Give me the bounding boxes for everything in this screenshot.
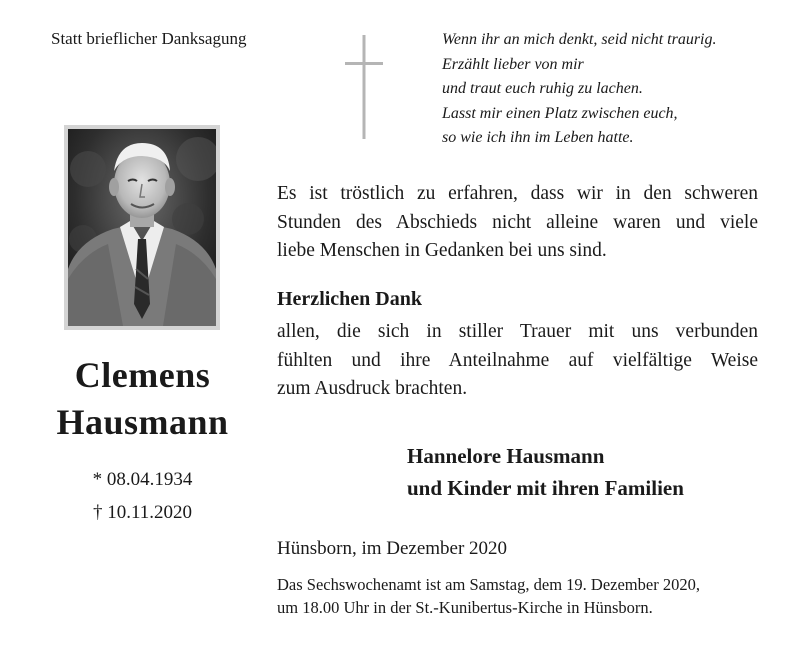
thanks-line: fühlten und ihre Anteilnahme auf vielfältige Weise: [277, 349, 758, 371]
place-date: Hünsborn, im Dezember 2020: [277, 538, 508, 559]
poem-line: Lasst mir einen Platz zwischen euch,: [442, 104, 678, 122]
deceased-name: [40, 352, 245, 446]
signature-line-2: und Kinder mit ihren Familien: [407, 476, 684, 500]
poem: [442, 28, 717, 151]
service-notice: [277, 573, 758, 619]
poem-line: Erzählt lieber von mir: [442, 55, 584, 73]
poem-line: so wie ich ihn im Leben hatte.: [442, 129, 634, 146]
portrait-image: [68, 129, 216, 326]
birth-date: * 08.04.1934: [92, 469, 193, 490]
death-date: † 10.11.2020: [92, 502, 193, 523]
family-signature: [407, 440, 684, 504]
thanks-paragraph: [277, 318, 758, 404]
poem-line: und traut euch ruhig zu lachen.: [442, 80, 643, 97]
thanks-line: allen, die sich in stiller Trauer mit uns verbunden: [277, 321, 758, 342]
notice-line-1: Das Sechswochenamt ist am Samstag, dem 19. Dezember 2020,: [277, 575, 700, 594]
portrait-photo: [64, 125, 220, 330]
intro-line: liebe Menschen in Gedanken bei uns sind.: [277, 240, 607, 261]
notice-line-2: um 18.00 Uhr in der St.-Kunibertus-Kirche in Hünsborn.: [277, 598, 653, 617]
thanks-heading: Herzlichen Dank: [277, 288, 422, 310]
intro-paragraph: [277, 180, 758, 266]
last-name: Hausmann: [56, 402, 229, 442]
cross-icon: [345, 35, 383, 139]
poem-line: Wenn ihr an mich denkt, seid nicht traurig.: [442, 31, 717, 48]
header-caption: Statt brieflicher Danksagung: [51, 29, 247, 48]
intro-line: Es ist tröstlich zu erfahren, dass wir in den schweren: [277, 183, 758, 204]
thanks-line: zum Ausdruck brachten.: [277, 378, 468, 399]
first-name: Clemens: [74, 355, 211, 395]
life-dates: [40, 463, 245, 529]
intro-line: Stunden des Abschieds nicht alleine waren und viele: [277, 211, 758, 233]
signature-line-1: Hannelore Hausmann: [407, 444, 605, 468]
